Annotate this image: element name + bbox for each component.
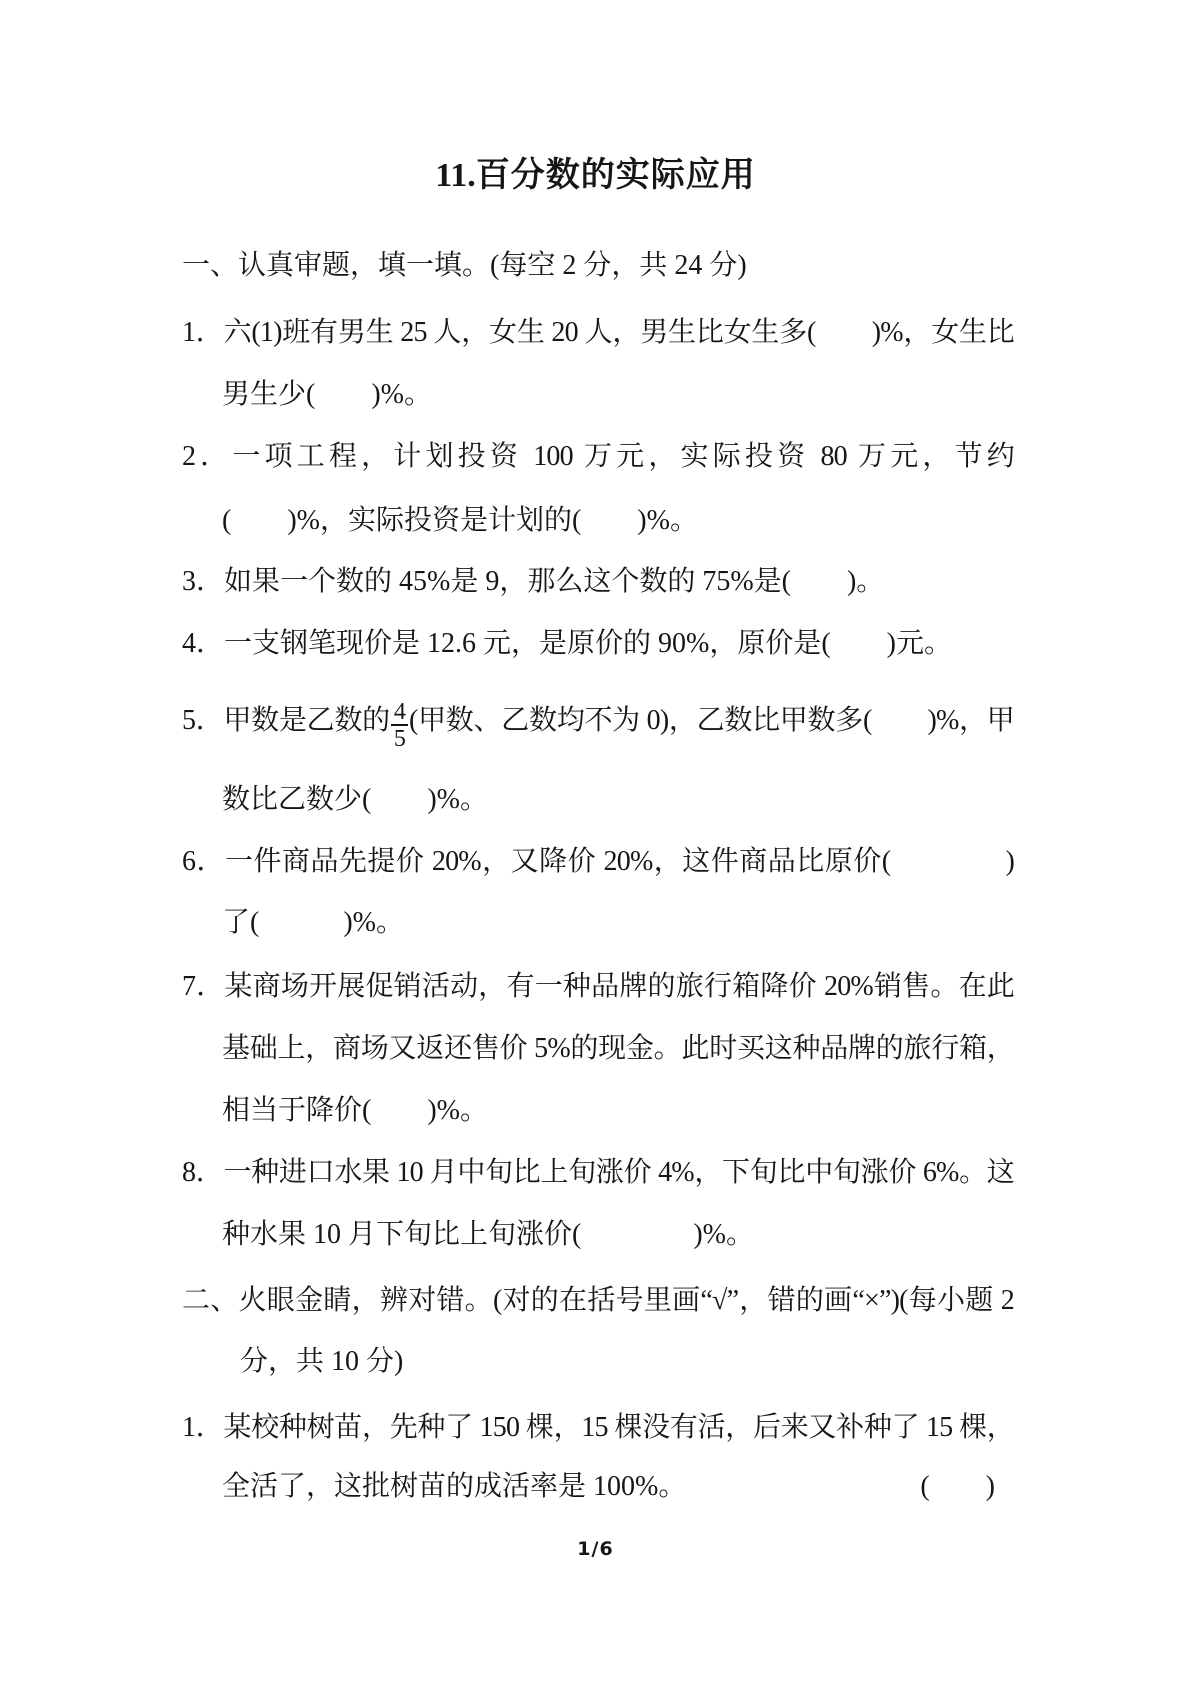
section2-header-line1: 二、火眼金睛，辨对错。(对的在括号里画“√”，错的画“×”)(每小题 2 — [182, 1285, 1014, 1316]
section1-q7-line1: 7．某商场开展促销活动，有一种品牌的旅行箱降价 20%销售。在此 — [182, 971, 1014, 1002]
q1-statement-text: 全活了，这批树苗的成活率是 100%。 — [222, 1471, 687, 1502]
title-text: 百分数的实际应用 — [475, 155, 756, 195]
title-number: 11. — [435, 157, 476, 194]
fraction-denominator: 5 — [391, 724, 408, 751]
section1-q8-line1: 8．一种进口水果 10 月中旬比上旬涨价 4%，下旬比中旬涨价 6%。这 — [182, 1157, 1014, 1188]
section2-q1-line1: 1．某校种树苗，先种了 150 棵，15 棵没有活，后来又补种了 15 棵， — [182, 1412, 1014, 1443]
q5-text-suffix: (甲数、乙数均不为 0)，乙数比甲数多( )%，甲 — [409, 705, 1014, 736]
fraction-four-fifths — [391, 701, 408, 751]
section1-q4-line1: 4．一支钢笔现价是 12.6 元，是原价的 90%，原价是( )元。 — [182, 628, 952, 659]
section1-q5-line2: 数比乙数少( )%。 — [222, 784, 488, 815]
section1-q5-line1 — [182, 690, 1014, 752]
page-title — [0, 154, 1191, 197]
answer-bracket: ( ) — [920, 1471, 995, 1502]
section1-header: 一、认真审题，填一填。(每空 2 分，共 24 分) — [182, 250, 747, 281]
section1-q2-line2: ( )%，实际投资是计划的( )%。 — [222, 505, 698, 536]
fraction-numerator: 4 — [393, 699, 406, 725]
section1-q1-line2: 男生少( )%。 — [222, 379, 432, 410]
q5-text-prefix: 5．甲数是乙数的 — [182, 705, 390, 736]
section1-q1-line1: 1．六(1)班有男生 25 人，女生 20 人，男生比女生多( )%，女生比 — [182, 317, 1014, 348]
section2-q1-line2 — [222, 1456, 1014, 1518]
section1-q6-line2: 了( )%。 — [222, 907, 404, 938]
section1-q6-line1: 6．一件商品先提价 20%，又降价 20%，这件商品比原价( ) — [182, 846, 1014, 877]
section1-q2-line1: 2．一项工程，计划投资 100 万元，实际投资 80 万元，节约 — [182, 441, 1014, 472]
page-number: 1/6 — [577, 1538, 614, 1560]
section1-q3-line1: 3．如果一个数的 45%是 9，那么这个数的 75%是( )。 — [182, 566, 885, 597]
section1-q7-line2: 基础上，商场又返还售价 5%的现金。此时买这种品牌的旅行箱， — [222, 1033, 1014, 1064]
section1-q7-line3: 相当于降价( )%。 — [222, 1095, 488, 1126]
section2-header-line2: 分，共 10 分) — [240, 1346, 404, 1377]
section1-q8-line2: 种水果 10 月下旬比上旬涨价( )%。 — [222, 1219, 754, 1250]
